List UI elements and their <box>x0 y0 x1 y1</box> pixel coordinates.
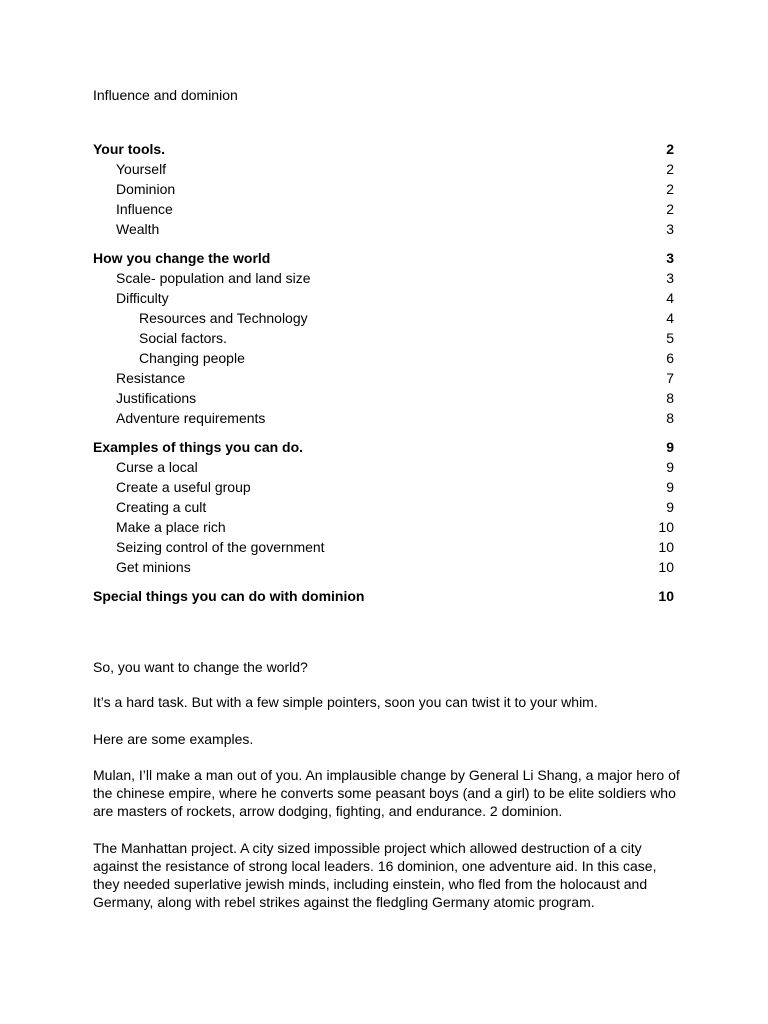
toc-section-entry[interactable] <box>93 588 674 608</box>
toc-entry-page-number: 7 <box>666 370 674 386</box>
toc-entry-label: How you change the world <box>93 250 271 266</box>
toc-entry-page-number: 9 <box>666 499 674 515</box>
paragraph-manhattan-example: The Manhattan project. A city sized impossible project which allowed destruction of a city against the resistance of strong local leaders. 16 dominion, one adventure aid. In this case, they needed superlative jewish minds, including einstein, who fled from the holocaust and Germany, along with rebel strikes against the fledgling Germany atomic program. <box>93 840 657 910</box>
toc-entry-page-number: 10 <box>658 519 674 535</box>
toc-entry[interactable] <box>93 539 674 559</box>
toc-entry[interactable] <box>93 330 674 350</box>
toc-entry[interactable] <box>93 201 674 221</box>
toc-entry[interactable] <box>93 499 674 519</box>
toc-entry-label: Special things you can do with dominion <box>93 588 365 604</box>
toc-entry-page-number: 3 <box>666 250 674 266</box>
paragraph-mulan-example: Mulan, I’ll make a man out of you. An implausible change by General Li Shang, a major hero of the chinese empire, where he converts some peasant boys (and a girl) to be elite soldiers who are masters of rockets, arrow dodging, fighting, and endurance. 2 dominion. <box>93 767 680 819</box>
toc-entry-label: Get minions <box>116 559 191 575</box>
toc-entry-label: Resources and Technology <box>139 310 308 326</box>
toc-entry-page-number: 9 <box>666 479 674 495</box>
toc-entry[interactable] <box>93 350 674 370</box>
toc-entry[interactable] <box>93 559 674 579</box>
toc-entry-label: Resistance <box>116 370 186 386</box>
toc-entry-label: Your tools. <box>93 141 166 157</box>
paragraph-examples-intro: Here are some examples. <box>93 731 254 747</box>
toc-entry-page-number: 4 <box>666 290 674 306</box>
toc-entry-label: Justifications <box>116 390 197 406</box>
toc-section-entry[interactable] <box>93 250 674 270</box>
toc-entry[interactable] <box>93 290 674 310</box>
toc-entry-label: Social factors. <box>139 330 227 346</box>
toc-entry-label: Make a place rich <box>116 519 226 535</box>
toc-entry-label: Influence <box>116 201 173 217</box>
toc-entry-page-number: 3 <box>666 221 674 237</box>
toc-entry-page-number: 10 <box>658 559 674 575</box>
paragraph-intro-question: So, you want to change the world? <box>93 659 308 675</box>
toc-entry-label: Curse a local <box>116 459 198 475</box>
toc-entry[interactable] <box>93 479 674 499</box>
toc-entry-page-number: 4 <box>666 310 674 326</box>
toc-entry-label: Wealth <box>116 221 160 237</box>
toc-entry[interactable] <box>93 181 674 201</box>
toc-entry-label: Creating a cult <box>116 499 207 515</box>
toc-entry-page-number: 2 <box>666 181 674 197</box>
toc-section-entry[interactable] <box>93 141 674 161</box>
toc-entry-page-number: 2 <box>666 141 674 157</box>
toc-section-entry[interactable] <box>93 439 674 459</box>
toc-entry-label: Examples of things you can do. <box>93 439 304 455</box>
toc-entry[interactable] <box>93 410 674 430</box>
toc-entry-page-number: 8 <box>666 410 674 426</box>
toc-entry-label: Scale- population and land size <box>116 270 311 286</box>
toc-entry[interactable] <box>93 310 674 330</box>
toc-entry-label: Create a useful group <box>116 479 251 495</box>
toc-entry[interactable] <box>93 519 674 539</box>
toc-entry[interactable] <box>93 221 674 241</box>
toc-entry-page-number: 10 <box>658 588 674 604</box>
toc-entry-label: Seizing control of the government <box>116 539 325 555</box>
toc-entry-page-number: 8 <box>666 390 674 406</box>
toc-entry-page-number: 6 <box>666 350 674 366</box>
toc-entry[interactable] <box>93 270 674 290</box>
toc-entry-page-number: 3 <box>666 270 674 286</box>
toc-entry[interactable] <box>93 459 674 479</box>
toc-entry[interactable] <box>93 390 674 410</box>
paragraph-hard-task: It’s a hard task. But with a few simple pointers, soon you can twist it to your whim. <box>93 694 598 710</box>
toc-entry-label: Yourself <box>116 161 167 177</box>
toc-entry-page-number: 2 <box>666 201 674 217</box>
toc-entry[interactable] <box>93 370 674 390</box>
toc-entry-page-number: 10 <box>658 539 674 555</box>
toc-entry-label: Difficulty <box>116 290 169 306</box>
toc-entry-label: Adventure requirements <box>116 410 266 426</box>
document-title: Influence and dominion <box>93 87 238 103</box>
toc-entry-page-number: 9 <box>666 459 674 475</box>
toc-entry-page-number: 5 <box>666 330 674 346</box>
toc-entry-label: Dominion <box>116 181 176 197</box>
toc-entry-page-number: 2 <box>666 161 674 177</box>
toc-entry[interactable] <box>93 161 674 181</box>
table-of-contents <box>93 141 674 608</box>
toc-entry-label: Changing people <box>139 350 245 366</box>
toc-entry-page-number: 9 <box>666 439 674 455</box>
